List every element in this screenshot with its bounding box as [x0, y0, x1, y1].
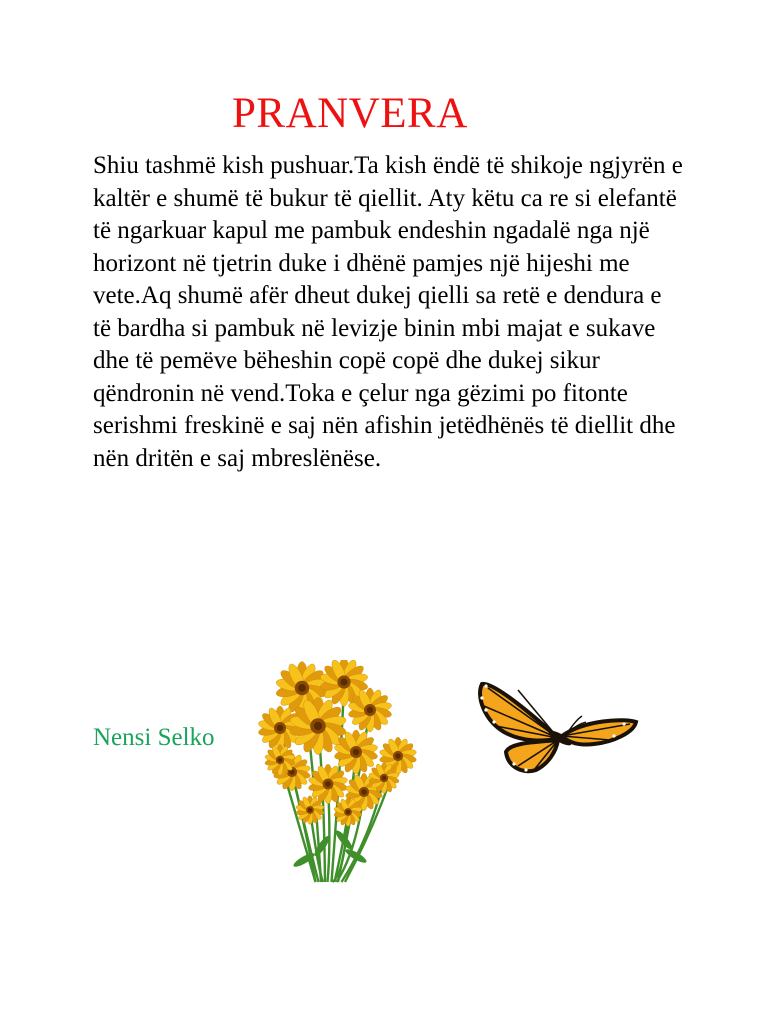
story-paragraph: Shiu tashmë kish pushuar.Ta kish ëndë të shikoje ngjyrën e kaltër e shumë të bukur të qiellit. Aty këtu ca re si elefantë të ngarkuar kapul me pambuk endeshin ngadalë nga një horizont në tjetrin duke i dhënë pamjes një hijeshi me vete.Aq shumë afër dheut dukej qielli sa retë e dendura e të bardha si pambuk në levizje binin mbi majat e sukave dhe të pemëve bëheshin copë copë dhe dukej sikur qëndronin në vend.Toka e çelur nga gëzimi po fitonte serishmi freskinë e saj nën afishin jetëdhënës të diellit dhe nën dritën e saj mbreslënëse.: [93, 152, 683, 472]
author-name: Nensi Selko: [93, 724, 215, 751]
flowers-icon: [252, 660, 424, 890]
page-title: PRANVERA: [232, 90, 468, 137]
flower-blooms: [258, 660, 417, 826]
butterfly-icon: [474, 676, 640, 776]
